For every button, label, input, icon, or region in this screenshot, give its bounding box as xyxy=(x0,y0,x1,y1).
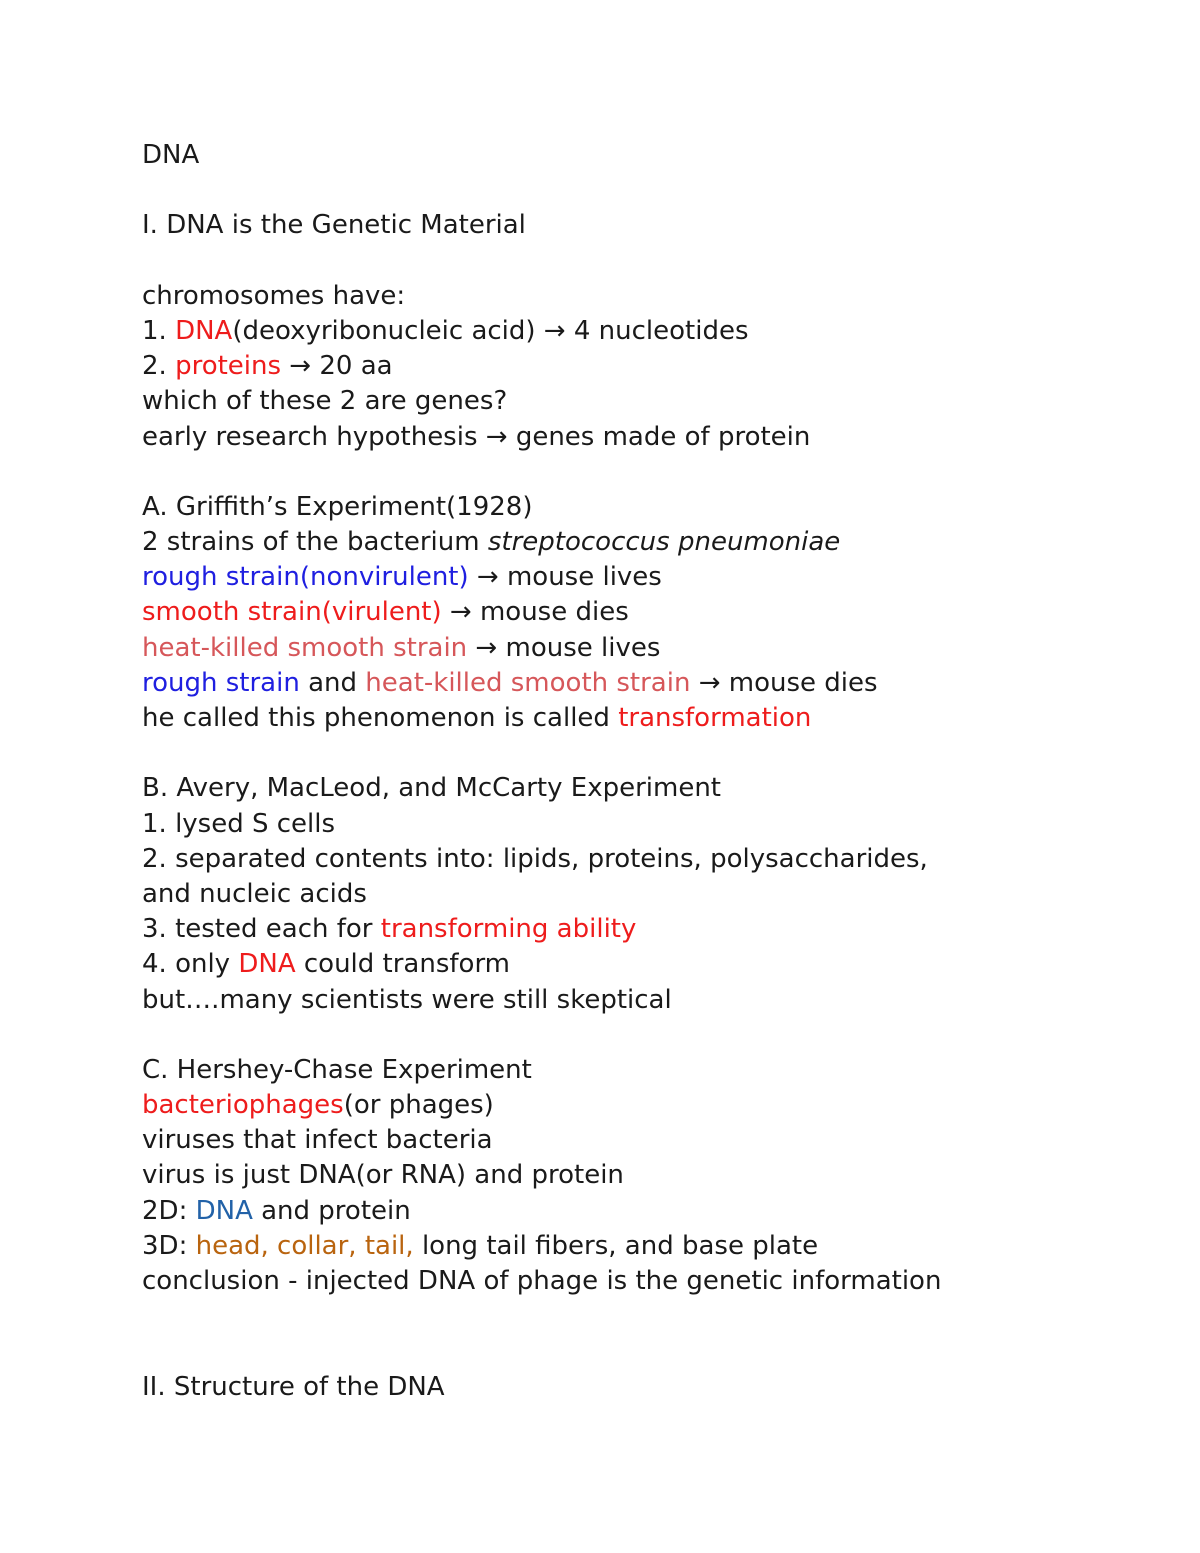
genes-question: which of these 2 are genes? xyxy=(142,386,508,417)
spacer xyxy=(142,173,1152,208)
step-text: 4. only xyxy=(142,949,239,980)
hershey-phages xyxy=(142,1088,1152,1123)
avery-step-4 xyxy=(142,947,1152,982)
label-3d: 3D: xyxy=(142,1230,196,1261)
term-head-collar-tail: head, collar, tail, xyxy=(195,1230,414,1261)
griffith-heading: A. Griffith’s Experiment(1928) xyxy=(142,491,533,522)
hershey-heading: C. Hershey-Chase Experiment xyxy=(142,1054,532,1085)
griffith-smooth xyxy=(142,595,1152,630)
term-dna: DNA xyxy=(238,949,296,980)
spacer xyxy=(142,244,1152,279)
term-bacteriophages: bacteriophages xyxy=(142,1090,344,1121)
item-number: 1. xyxy=(142,315,176,346)
item-text: → 20 aa xyxy=(281,351,393,382)
phages-text: (or phages) xyxy=(343,1090,494,1121)
hershey-2d xyxy=(142,1194,1152,1229)
hershey-conclusion: conclusion - injected DNA of phage is the genetic information xyxy=(142,1266,942,1296)
spacer xyxy=(142,1299,1152,1334)
result-text: → mouse lives xyxy=(467,632,661,663)
term-heat-killed: heat-killed smooth strain xyxy=(142,632,468,663)
chromosome-item-dna xyxy=(142,314,1152,349)
term-heat-killed: heat-killed smooth strain xyxy=(365,667,691,698)
avery-step-3 xyxy=(142,912,1152,947)
early-hypothesis: early research hypothesis → genes made of protein xyxy=(142,421,811,452)
section1-heading: I. DNA is the Genetic Material xyxy=(142,210,526,241)
term-dna: DNA xyxy=(175,315,233,346)
spacer xyxy=(142,736,1152,771)
item-number: 2. xyxy=(142,351,176,382)
step-text: 3. tested each for xyxy=(142,914,381,945)
chromosome-item-proteins xyxy=(142,349,1152,384)
chromosomes-intro: chromosomes have: xyxy=(142,280,406,311)
term-transforming-ability: transforming ability xyxy=(380,914,637,945)
avery-step-1: 1. lysed S cells xyxy=(142,808,336,839)
doc-title: DNA xyxy=(142,140,200,170)
result-text: → mouse dies xyxy=(690,667,878,698)
text-3d: long tail fibers, and base plate xyxy=(413,1230,819,1261)
term-transformation: transformation xyxy=(618,703,812,733)
spacer xyxy=(142,1334,1152,1369)
hershey-virus: virus is just DNA(or RNA) and protein xyxy=(142,1160,624,1191)
avery-heading: B. Avery, MacLeod, and McCarty Experiment xyxy=(142,773,721,804)
term-rough-strain: rough strain xyxy=(142,667,300,698)
griffith-strains xyxy=(142,525,1152,560)
avery-step-2: 2. separated contents into: lipids, proteins, polysaccharides, xyxy=(142,843,928,874)
term-dna: DNA xyxy=(195,1195,253,1226)
item-text: (deoxyribonucleic acid) → 4 nucleotides xyxy=(232,315,749,346)
term-proteins: proteins xyxy=(175,351,282,382)
document-page xyxy=(142,138,1152,1405)
conclusion-text: he called this phenomenon is called xyxy=(142,703,619,733)
label-2d: 2D: xyxy=(142,1195,196,1226)
griffith-conclusion xyxy=(142,701,1152,736)
text-2d: and protein xyxy=(252,1195,411,1226)
griffith-rough xyxy=(142,560,1152,595)
result-text: → mouse dies xyxy=(441,597,629,628)
hershey-3d xyxy=(142,1229,1152,1264)
avery-skeptic: but….many scientists were still skeptical xyxy=(142,984,672,1015)
hershey-infect: viruses that infect bacteria xyxy=(142,1125,493,1156)
species-name: streptococcus pneumoniae xyxy=(487,527,841,558)
section2-heading: II. Structure of the DNA xyxy=(142,1371,445,1402)
combo-and: and xyxy=(299,667,366,698)
avery-step-2-cont: and nucleic acids xyxy=(142,878,367,909)
result-text: → mouse lives xyxy=(468,562,662,593)
spacer xyxy=(142,455,1152,490)
strains-text: 2 strains of the bacterium xyxy=(142,527,488,558)
griffith-combo xyxy=(142,666,1152,701)
term-rough-strain: rough strain(nonvirulent) xyxy=(142,562,469,593)
spacer xyxy=(142,1018,1152,1053)
griffith-heat-killed xyxy=(142,631,1152,666)
term-smooth-strain: smooth strain(virulent) xyxy=(142,597,442,628)
step-text: could transform xyxy=(295,949,511,980)
